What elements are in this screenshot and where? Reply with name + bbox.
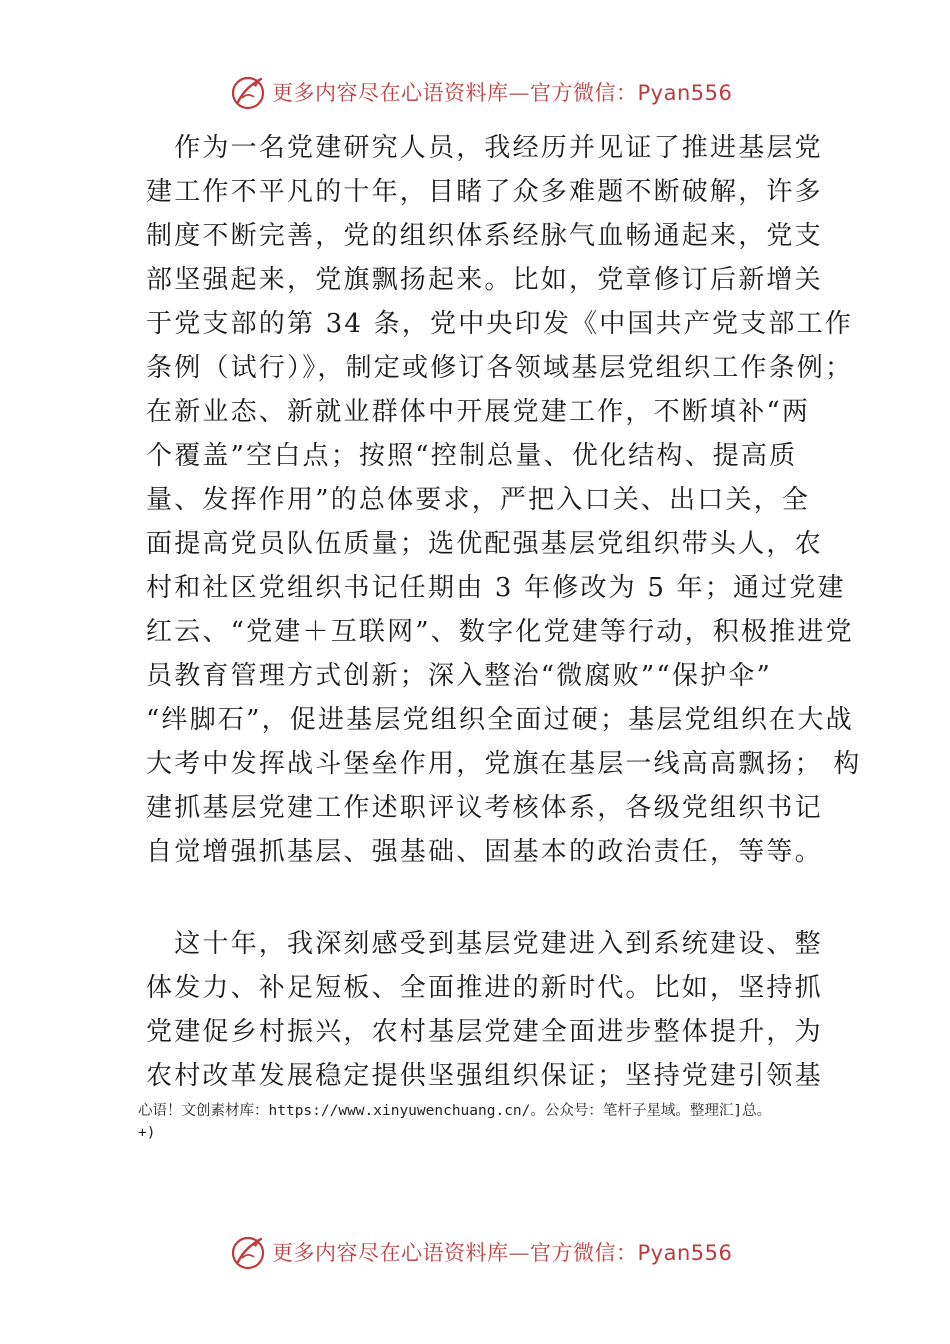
wechat-id: Pyan556 (637, 81, 733, 105)
footnote-line: +) (138, 1125, 156, 1141)
text-line: 红云、“党建＋互联网”、数字化党建等行动，积极推进党 (146, 617, 854, 647)
footnote (138, 1100, 858, 1144)
header-banner (228, 72, 732, 112)
text-line: 量、发挥作用”的总体要求，严把入口关、出口关，全 (146, 485, 811, 515)
text-line: 建工作不平凡的十年，目睹了众多难题不断破解，许多 (146, 177, 823, 207)
banner-text (272, 77, 732, 107)
text-line: 部坚强起来，党旗飘扬起来。比如，党章修订后新增关 (146, 265, 823, 295)
text-line: 农村改革发展稳定提供坚强组织保证；坚持党建引领基 (146, 1061, 823, 1091)
text-line: 这十年，我深刻感受到基层党建进入到系统建设、整 (146, 929, 823, 959)
text-line: 村和社区党组织书记任期由 3 年修改为 5 年；通过党建 (146, 573, 846, 603)
text-line: 制度不断完善，党的组织体系经脉气血畅通起来，党支 (146, 221, 823, 251)
paragraph-2 (146, 922, 823, 1098)
text-line: 于党支部的第 34 条，党中央印发《中国共产党支部工作 (146, 309, 854, 339)
text-line: 面提高党员队伍质量；选优配强基层党组织带头人，农 (146, 529, 823, 559)
site-name: 更多内容尽在心语资料库 (272, 1241, 509, 1265)
separator: — (508, 81, 530, 105)
site-name: 更多内容尽在心语资料库 (272, 81, 509, 105)
text-line: 体发力、补足短板、全面推进的新时代。比如，坚持抓 (146, 973, 823, 1003)
text-line: 员教育管理方式创新；深入整治“微腐败”“保护伞” (146, 661, 772, 691)
footer-banner (228, 1232, 732, 1272)
text-line: 个覆盖”空白点；按照“控制总量、优化结构、提高质 (146, 441, 798, 471)
wechat-label: 官方微信： (530, 81, 638, 105)
logo-icon (228, 72, 268, 112)
wechat-id: Pyan556 (637, 1241, 733, 1265)
text-line: “绊脚石”，促进基层党组织全面过硬；基层党组织在大战 (146, 705, 854, 735)
text-line: 条例（试行）》，制定或修订各领域基层党组织工作条例； (146, 353, 854, 383)
footnote-line: 心语！文创素材库：https://www.xinyuwenchuang.cn/。公众号：笔杆子星域。整理汇]总。 (138, 1103, 772, 1119)
paragraph-1 (146, 126, 862, 874)
separator: — (508, 1241, 530, 1265)
text-line: 大考中发挥战斗堡垒作用，党旗在基层一线高高飘扬； 构 (146, 749, 862, 779)
text-line: 建抓基层党建工作述职评议考核体系，各级党组织书记 (146, 793, 823, 823)
logo-icon (228, 1232, 268, 1272)
text-line: 党建促乡村振兴，农村基层党建全面进步整体提升，为 (146, 1017, 823, 1047)
text-line: 作为一名党建研究人员，我经历并见证了推进基层党 (146, 133, 823, 163)
text-line: 自觉增强抓基层、强基础、固基本的政治责任，等等。 (146, 837, 823, 867)
text-line: 在新业态、新就业群体中开展党建工作，不断填补“两 (146, 397, 811, 427)
banner-text (272, 1237, 732, 1267)
wechat-label: 官方微信： (530, 1241, 638, 1265)
